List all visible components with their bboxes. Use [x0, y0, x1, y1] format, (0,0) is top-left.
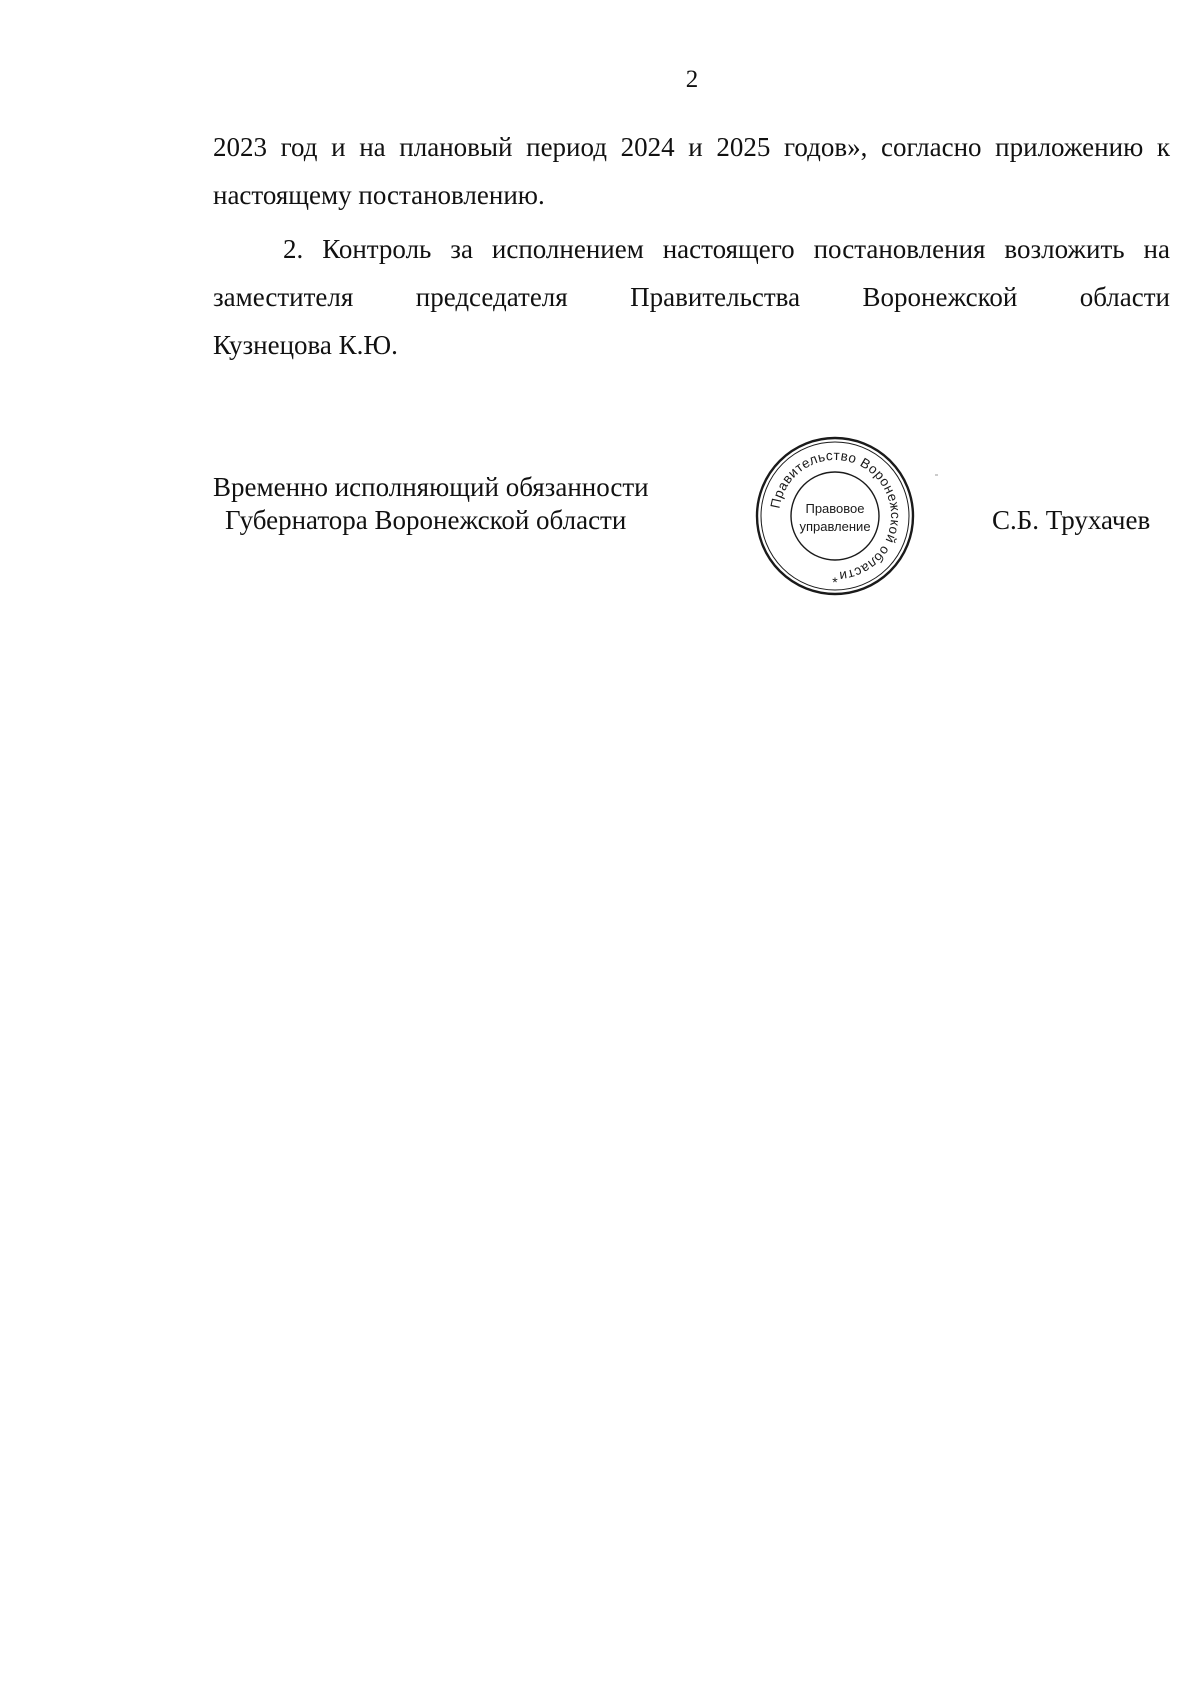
paragraph-1-line-2: настоящему постановлению. — [213, 180, 545, 210]
signer-name: С.Б. Трухачев — [992, 505, 1151, 535]
stamp-star: * — [832, 574, 838, 590]
stamp-ring-text: Правительство Воронежской области — [767, 447, 904, 584]
stamp-center-line-2: управление — [799, 519, 871, 534]
scan-speck — [935, 474, 938, 476]
paragraph-1-line-1: 2023 год и на плановый период 2024 и 2025 годов», согласно приложению к — [213, 132, 1170, 162]
signature-title-line-1: Временно исполняющий обязанности — [213, 472, 649, 502]
stamp-inner-ring — [791, 472, 879, 560]
paragraph-2-line-1: 2. Контроль за исполнением настоящего постановления возложить на — [283, 234, 1170, 264]
signature-title-line-2: Губернатора Воронежской области — [225, 505, 627, 535]
page-number: 2 — [685, 66, 699, 93]
paragraph-2-line-3: Кузнецова К.Ю. — [213, 330, 398, 360]
signature-title — [213, 471, 649, 537]
stamp-center-line-1: Правовое — [805, 501, 865, 516]
document-body — [213, 123, 1170, 369]
stamp-icon — [750, 431, 920, 601]
official-stamp — [750, 431, 920, 601]
stamp-outer-ring-inner — [761, 442, 909, 590]
paragraph-2-line-2: заместителя председателя Правительства Воронежской области — [213, 282, 1170, 312]
